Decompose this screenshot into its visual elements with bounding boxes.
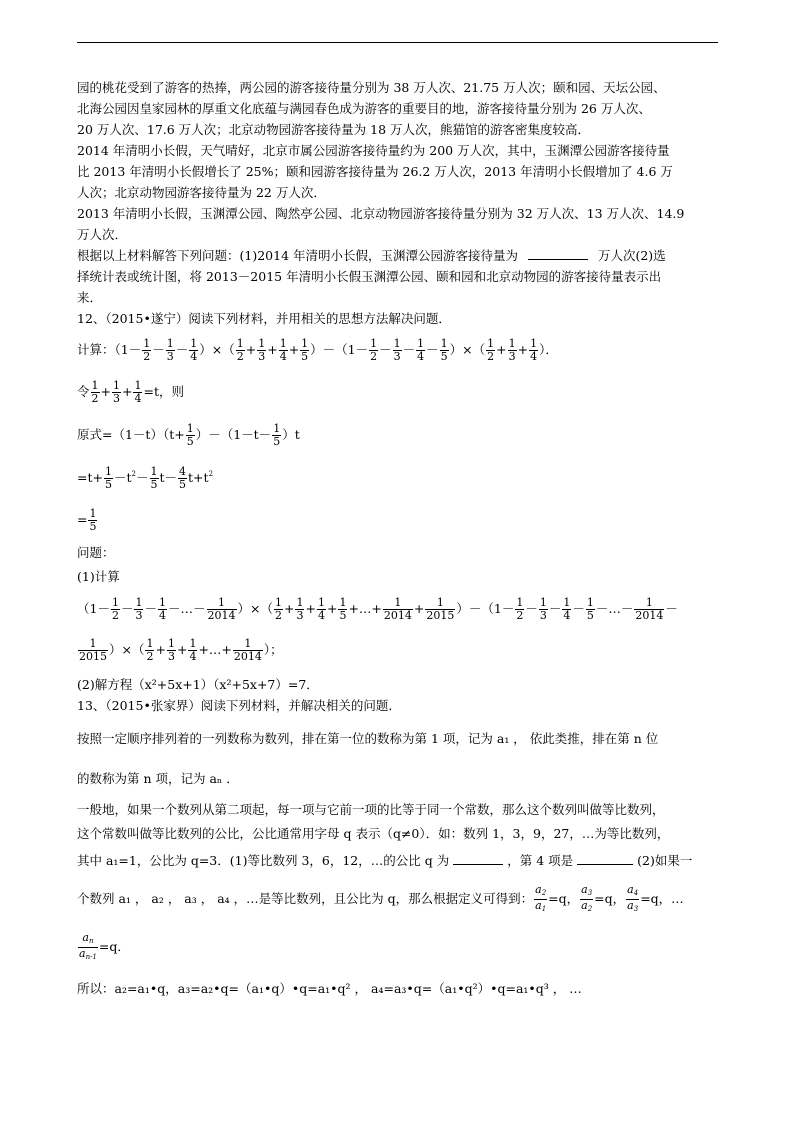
text-line: 2014 年清明小长假，天气晴好，北京市属公园游客接待量约为 200 万人次，其中，玉渊潭公园游客接待量 [77, 143, 670, 158]
text-line: 择统计表或统计图，将 2013－2015 年清明小长假玉渊潭公园、颐和园和北京动物园的游客接待量表示出 [77, 269, 662, 284]
text-line: 万人次． [77, 227, 128, 242]
text-line: 这个常数叫做等比数列的公比，公比通常用字母 q 表示（q≠0）．如：数列 1，3，9，27，…为等比数列， [77, 826, 670, 841]
text-line: 北海公园因皇家园林的厚重文化底蕴与满园春色成为游客的重要目的地，游客接待量分别为 26 万人次、 [77, 101, 651, 116]
text-line: 20 万人次、17.6 万人次；北京动物园游客接待量为 18 万人次，熊猫馆的游客密集度较高． [77, 122, 591, 137]
ratio-general: $\frac{a_n}{a_{n-1}}$ =q． [79, 931, 130, 961]
calc-expression: 计算：（1－ $\frac{1}{2}$ － $\frac{1}{3}$ － $\frac{1}{4}$ ）×（ $\frac{1}{2}$ + $\frac{1}{3}$ + $\frac{1}{4}$ + $\frac{1}{5}$ ）－（1－ $\frac{1}{2}$ － $\frac{1}{3}$ － $\frac{1}{4}$ － $\frac{1}{5}$ ）×（ $\frac{1}{2}$ + $\frac{1}{3}$ + $\frac{1}{4}$ ）． [77, 337, 558, 363]
question-12-heading: 12、（2015•遂宁）阅读下列材料，并用相关的思想方法解决问题． [77, 311, 451, 326]
text-line: 来． [77, 290, 103, 305]
answer-blank[interactable] [577, 852, 633, 865]
header-rule [77, 42, 718, 43]
text-line: 所以：a₂=a₁•q，a₃=a₂•q=（a₁•q）•q=a₁•q² ， a₄=a₃•q=（a₁•q²）•q=a₁•q³ ， … [77, 981, 582, 996]
text-line: 按照一定顺序排列着的一列数称为数列，排在第一位的数称为第 1 项，记为 a₁ ， 依此类推，排在第 n 位 [77, 731, 659, 746]
let-line: 令 $\frac{1}{2}$ + $\frac{1}{3}$ + $\frac{1}{4}$ =t，则 [77, 379, 184, 405]
text-line: 人次；北京动物园游客接待量为 22 万人次． [77, 185, 326, 200]
question-13-heading: 13、（2015•张家界）阅读下列材料，并解决相关的问题． [77, 698, 401, 713]
problem-1-expression-cont: $\frac{1}{2015}$ ）×（ $\frac{1}{2}$ + $\frac{1}{3}$ + $\frac{1}{4}$ +…+ $\frac{1}{2014}$ ）； [79, 637, 283, 663]
text-line: 2013 年清明小长假，玉渊潭公园、陶然亭公园、北京动物园游客接待量分别为 32 万人次、13 万人次、14.9 [77, 206, 685, 221]
problem-2: (2)解方程（x²+5x+1）（x²+5x+7）=7． [77, 677, 319, 692]
problem-1-label: (1)计算 [77, 569, 120, 584]
text-line: 其中 a₁=1，公比为 q=3．(1)等比数列 3，6，12，…的公比 q 为 ，第 4 项是 (2)如果一 [77, 853, 693, 868]
result-line: = $\frac{1}{5}$ [77, 507, 97, 533]
answer-blank[interactable] [528, 247, 588, 260]
answer-blank[interactable] [453, 852, 503, 865]
problem-1-expression: （1－ $\frac{1}{2}$ － $\frac{1}{3}$ － $\frac{1}{4}$ －…－ $\frac{1}{2014}$ ）×（ $\frac{1}{2}$ + $\frac{1}{3}$ + $\frac{1}{4}$ + $\frac{1}{5}$ +…+ $\frac{1}{2014}$ + $\frac{1}{2015}$ ）－（1－ $\frac{1}{2}$ － $\frac{1}{3}$ － $\frac{1}{4}$ － $\frac{1}{5}$ －…－ $\frac{1}{2014}$ － [77, 596, 678, 622]
text-line: 园的桃花受到了游客的热捧，两公园的游客接待量分别为 38 万人次、21.75 万人次；颐和园、天坛公园、 [77, 80, 666, 95]
text-line: 的数称为第 n 项，记为 aₙ ． [77, 771, 239, 786]
expansion-line: =t+ $\frac{1}{5}$ $-t^2-$ $\frac{1}{5}$ t－ $\frac{4}{5}$ $t+t^2$ [77, 465, 214, 491]
text-line: 一般地，如果一个数列从第二项起，每一项与它前一项的比等于同一个常数，那么这个数列叫做等比数列， [77, 802, 665, 817]
text-line: 根据以上材料解答下列问题：(1)2014 年清明小长假，玉渊潭公园游客接待量为 万人次(2)选 [77, 248, 666, 263]
original-expression: 原式=（1－t）（t+ $\frac{1}{5}$ ）－（1－t－ $\frac{1}{5}$ ）t [77, 422, 300, 448]
problem-label: 问题： [77, 545, 115, 560]
text-line: 比 2013 年清明小长假增长了 25%；颐和园游客接待量为 26.2 万人次，2013 年清明小长假增加了 4.6 万 [77, 164, 673, 179]
ratio-line: 个数列 a₁ ， a₂ ， a₃ ， a₄ ，…是等比数列，且公比为 q，那么根据定义可得到： $\frac{a_2}{a_1}$ =q， $\frac{a_3}{a_2}$ =q， $\frac{a_4}{a_3}$ =q，… [77, 883, 684, 913]
